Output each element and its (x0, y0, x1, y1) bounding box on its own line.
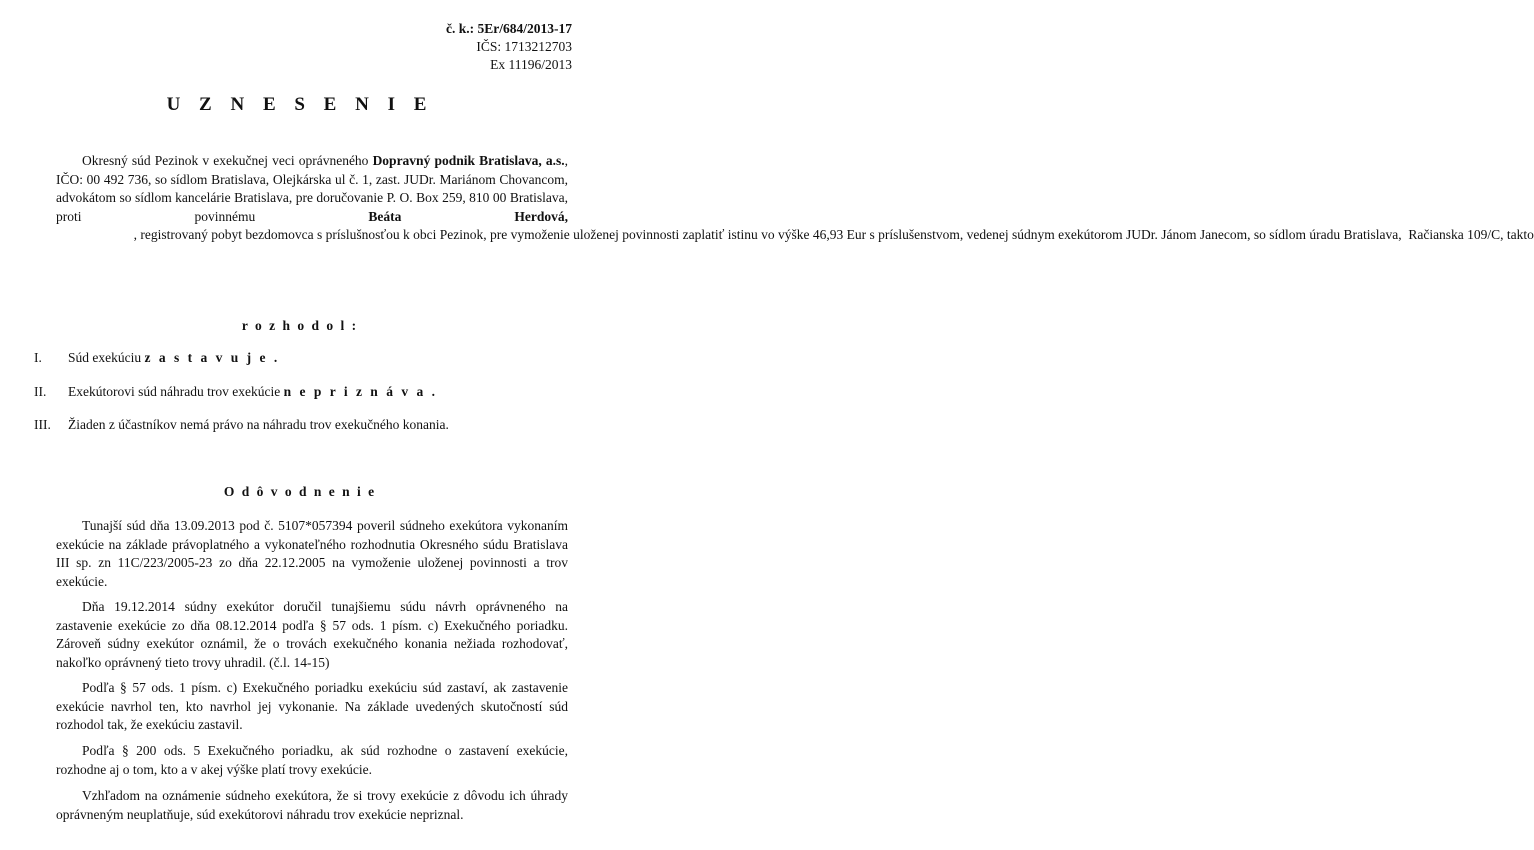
document-title: U Z N E S E N I E (166, 94, 434, 115)
rozhodol-heading: r o z h o d o l : (241, 318, 359, 333)
decision-text: Súd exekúciu (68, 350, 145, 365)
plaintiff-name: Dopravný podnik Bratislava, a.s. (372, 153, 565, 168)
decision-text: Exekútorovi súd náhradu trov exekúcie (68, 384, 284, 399)
decision-emphasis: z a s t a v u j e . (144, 350, 280, 365)
ex-number: Ex 11196/2013 (490, 57, 572, 72)
reasoning-text: Vzhľadom na oznámenie súdneho exekútora, že si trovy exekúcie z dôvodu ich úhrady oprávneným neuplatňuje, súd exekútorovi náhradu trov exekúcie nepriznal. (56, 788, 568, 822)
reasoning-text: Podľa § 57 ods. 1 písm. c) Exekučného poriadku exekúciu súd zastaví, ak zastavenie exekúcie navrhol ten, kto navrhol jej vykonanie. Na základe uvedených skutočností súd rozhodol tak, že exekúciu zastavil. (56, 680, 568, 732)
ics-number: IČS: 1713212703 (476, 39, 572, 54)
reasoning-paragraph (56, 742, 568, 779)
defendant-name: Beáta Herdová, (368, 208, 568, 224)
reasoning-paragraph (56, 517, 568, 591)
document-header (446, 20, 572, 74)
reasoning-text: Podľa § 200 ods. 5 Exekučného poriadku, ak súd rozhodne o zastavení exekúcie, rozhodne aj o tom, kto a v akej výške platí trovy exekúcie. (56, 743, 568, 777)
decision-number: I. (34, 350, 42, 365)
decision-number: III. (34, 417, 51, 432)
reasoning-paragraph (56, 598, 568, 672)
decision-item (34, 383, 574, 401)
reasoning-text: Tunajší súd dňa 13.09.2013 pod č. 5107*057394 poveril súdneho exekútora vykonaním exekúcie na základe právoplatného a vykonateľného rozhodnutia Okresného súdu Bratislava III sp. zn 11C/223/2005-23 zo dňa 22.12.2005 na vymoženie uloženej povinnosti a trov exekúcie. (56, 518, 568, 589)
decision-text: Žiaden z účastníkov nemá právo na náhradu trov exekučného konania. (68, 417, 449, 432)
intro-part2: , IČO: 00 492 736, so sídlom Bratislava, Olejkárska ul č. 1, zast. JUDr. Mariánom Chovancom, advokátom so sídlom kancelárie Bratislava, pre doručovanie P. O. Box 259, 810 00 Bratislava, proti povinnému (56, 153, 568, 224)
reasoning-heading: O d ô v o d n e n i e (223, 484, 377, 499)
decision-item (34, 416, 574, 434)
intro-part1: Okresný súd Pezinok v exekučnej veci oprávneného (82, 153, 373, 168)
case-number: č. k.: 5Er/684/2013-17 (446, 21, 572, 36)
reasoning-paragraph (56, 787, 568, 824)
reasoning-text: Dňa 19.12.2014 súdny exekútor doručil tunajšiemu súdu návrh oprávneného na zastavenie exekúcie zo dňa 08.12.2014 podľa § 57 ods. 1 písm. c) Exekučného poriadku. Zároveň súdny exekútor oznámil, že o trovách exekučného konania nežiada rozhodovať, nakoľko oprávnený tieto trovy uhradil. (č.l. 14-15) (56, 599, 568, 670)
decision-number: II. (34, 384, 47, 399)
decision-emphasis: n e p r i z n á v a . (283, 384, 438, 399)
intro-part3: , registrovaný pobyt bezdomovca s príslušnosťou k obci Pezinok, pre vymoženie uloženej povinnosti zaplatiť istinu vo výške 46,93 Eur s príslušenstvom, vedenej súdnym exekútorom JUDr. Jánom Janecom, so sídlom úradu Bratislava, Račianska 109/C, takto (56, 227, 1534, 242)
reasoning-paragraph (56, 679, 568, 735)
intro-paragraph (56, 152, 1534, 245)
decision-item (34, 349, 574, 367)
